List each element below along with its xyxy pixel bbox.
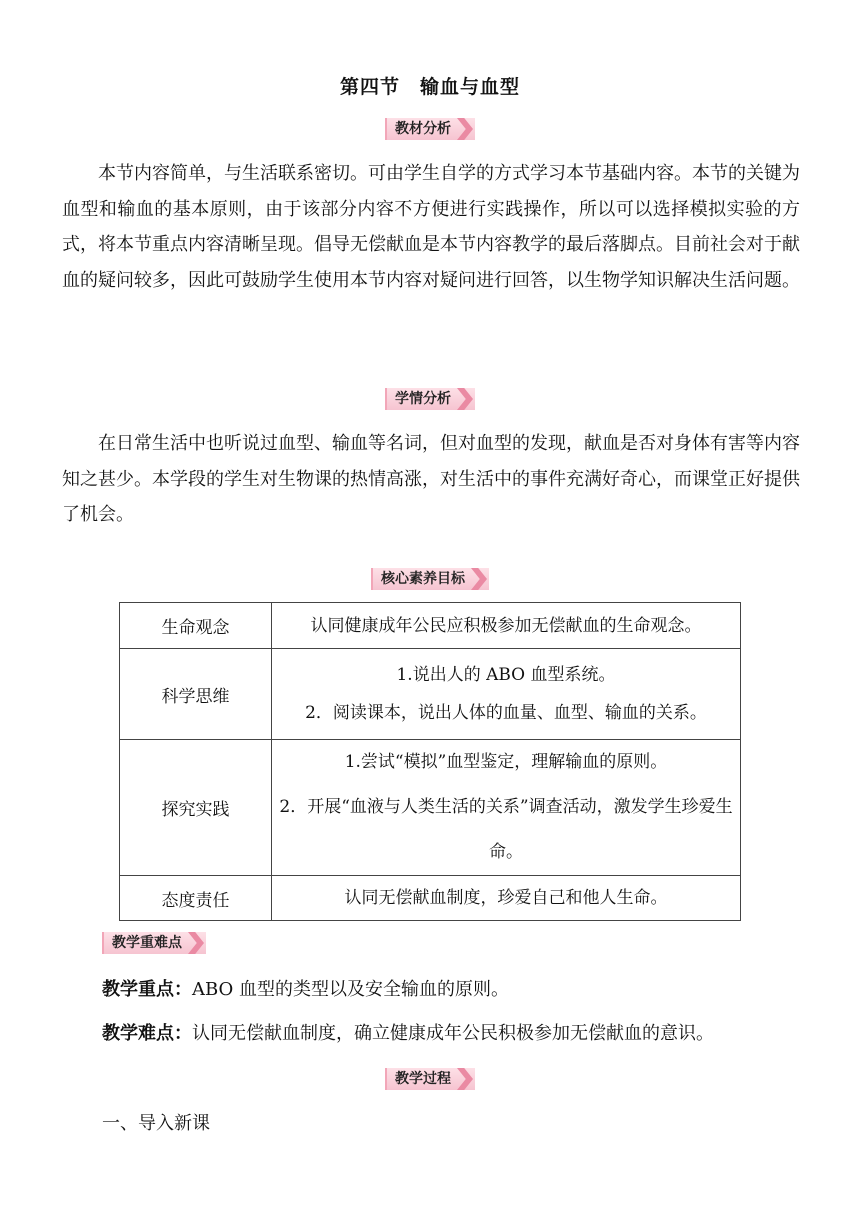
table-row: [120, 740, 741, 876]
badge-label: 教学过程: [395, 1071, 451, 1087]
goal-cell: [272, 649, 741, 740]
badge-label: 核心素养目标: [381, 571, 465, 587]
table-row: [120, 876, 741, 921]
goal-name: 态度责任: [120, 876, 272, 921]
goal-item: 认同健康成年公民应积极参加无偿献血的生命观念。: [310, 615, 702, 636]
goal-name: 探究实践: [120, 740, 272, 876]
goal-cell: [272, 740, 741, 876]
badge-label: 教材分析: [395, 121, 451, 137]
key-point-line: [102, 978, 509, 1002]
goals-table: [119, 602, 741, 921]
arrow-icon: [457, 118, 473, 140]
badge-label: 教学重难点: [112, 935, 182, 951]
goal-name: 生命观念: [120, 603, 272, 649]
badge-label: 学情分析: [395, 391, 451, 407]
goal-cell: [272, 603, 741, 649]
goal-item: 1.说出人的 ABO 血型系统。: [396, 665, 616, 685]
table-row: [120, 603, 741, 649]
goal-item: 2．开展“血液与人类生活的关系”调查活动，激发学生珍爱生命。: [279, 797, 733, 862]
section-badge-goals: [0, 568, 860, 590]
section-badge-process: [0, 1068, 860, 1090]
difficult-point-text: 认同无偿献血制度，确立健康成年公民积极参加无偿献血的意识。: [192, 1023, 714, 1044]
goal-item: 2．阅读课本，说出人体的血量、血型、输血的关系。: [305, 703, 707, 723]
arrow-icon: [457, 388, 473, 410]
section-badge-students: [0, 388, 860, 410]
arrow-icon: [471, 568, 487, 590]
difficult-point-line: [102, 1022, 714, 1046]
section-badge-key-points: [102, 932, 206, 954]
goal-item: 认同无偿献血制度，珍爱自己和他人生命。: [344, 888, 668, 908]
goal-name: 科学思维: [120, 649, 272, 740]
table-row: [120, 649, 741, 740]
goal-item: 1.尝试“模拟”血型鉴定，理解输血的原则。: [344, 752, 668, 772]
student-analysis-text: 在日常生活中也听说过血型、输血等名词，但对血型的发现，献血是否对身体有害等内容知之甚少。本学段的学生对生物课的热情高涨，对生活中的事件充满好奇心，而课堂正好提供了机会。: [62, 433, 800, 525]
key-point-label: 教学重点：: [102, 979, 192, 1000]
arrow-icon: [188, 932, 204, 954]
difficult-point-label: 教学难点：: [102, 1023, 192, 1044]
section-badge-textbook: [0, 118, 860, 140]
textbook-analysis-text: 本节内容简单，与生活联系密切。可由学生自学的方式学习本节基础内容。本节的关键为血型和输血的基本原则，由于该部分内容不方便进行实践操作，所以可以选择模拟实验的方式，将本节重点内容清晰呈现。倡导无偿献血是本节内容教学的最后落脚点。目前社会对于献血的疑问较多，因此可鼓励学生使用本节内容对疑问进行回答，以生物学知识解决生活问题。: [62, 163, 800, 291]
key-point-text: ABO 血型的类型以及安全输血的原则。: [192, 979, 510, 1000]
goal-cell: [272, 876, 741, 921]
section-heading-intro: 一、导入新课: [102, 1113, 210, 1134]
arrow-icon: [457, 1068, 473, 1090]
page-title: 第四节 输血与血型: [339, 76, 520, 98]
